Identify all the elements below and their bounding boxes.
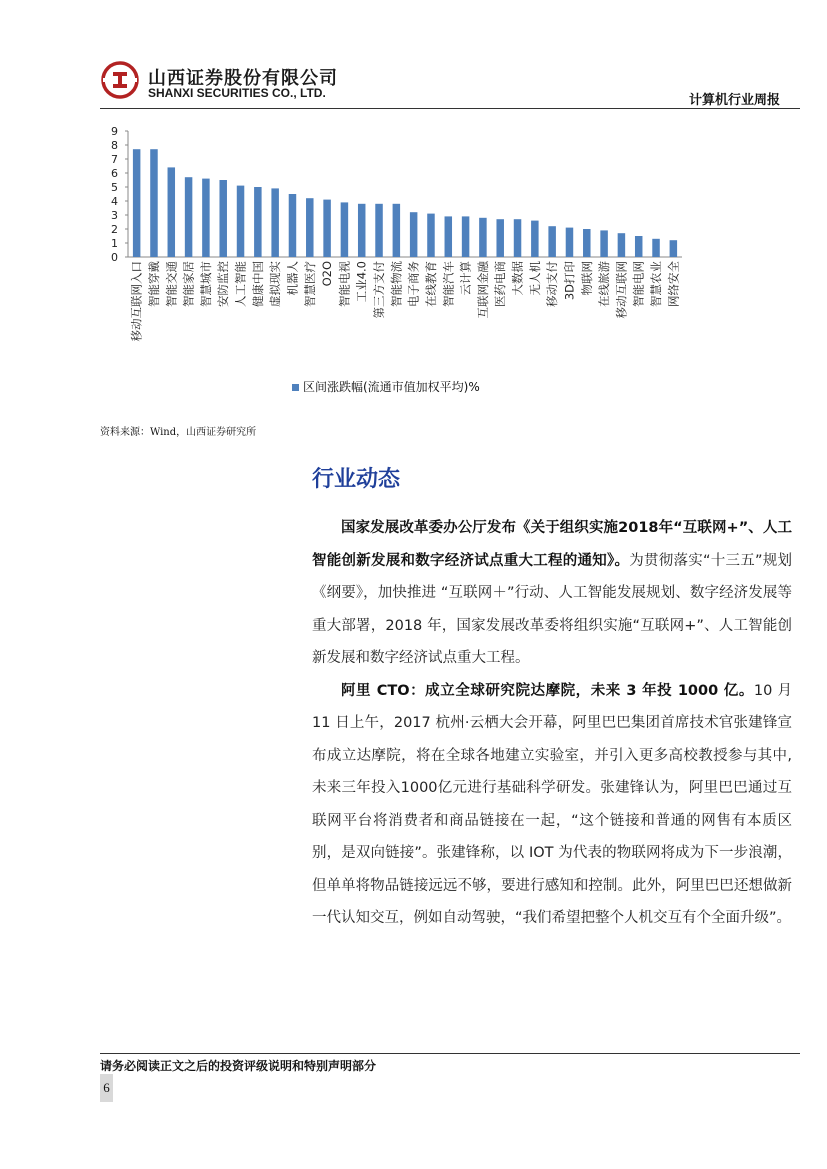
bar (600, 230, 608, 257)
category-label: 医药电商 (493, 261, 508, 307)
article-headline-2: 阿里 CTO：成立全球研究院达摩院，未来 3 年投 1000 亿。 (341, 682, 754, 699)
category-label: 健康中国 (250, 261, 265, 307)
category-label: 智能穿戴 (146, 261, 161, 307)
category-label: 第三方支付 (372, 261, 387, 319)
bar (168, 167, 176, 257)
bar (254, 187, 262, 257)
category-label: O2O (320, 261, 335, 287)
bar (652, 239, 660, 257)
bar (271, 188, 279, 257)
bar (479, 218, 487, 257)
bar (496, 219, 504, 257)
legend-label: 区间涨跌幅(流通市值加权平均)% (303, 380, 480, 394)
bar (635, 236, 643, 257)
company-name-en: SHANXI SECURITIES CO., LTD. (148, 86, 326, 100)
bar (341, 202, 349, 257)
chart-source: 资料来源：Wind，山西证券研究所 (100, 427, 257, 438)
shanxi-securities-logo-icon (100, 60, 140, 100)
category-label: 3D打印 (562, 261, 577, 301)
category-label: 在线旅游 (597, 261, 612, 307)
bar (618, 233, 626, 257)
bar (393, 204, 401, 257)
category-label: 智能物流 (389, 261, 404, 307)
article-text-2: 10 月 11 日上午，2017 杭州·云栖大会开幕，阿里巴巴集团首席技术官张建锋宣布成立达摩院，将在全球各地建立实验室，并引入更多高校教授参与其中,未来三年投入1000亿元进行基础科学研发。张建锋认为，阿里巴巴通过互联网平台将消费者和商品链接在一起，“这个链接和普通的网售有本质区别，是双向链接”。张建锋称，以 IOT 为代表的物联网将成为下一步浪潮，但单单将物品链接远远不够，要进行感知和控制。此外，阿里巴巴还想做新一代认知交互，例如自动驾驶，“我们希望把整个人机交互有个全面升级”。 (312, 682, 793, 926)
company-name-cn: 山西证券股份有限公司 (148, 68, 338, 89)
bar (566, 228, 574, 257)
header-divider (100, 108, 800, 109)
category-label: 智能电网 (631, 261, 646, 307)
bar (150, 149, 158, 257)
y-tick-label: 7 (111, 153, 118, 166)
category-label: 在线教育 (423, 261, 438, 307)
y-tick-label: 8 (111, 139, 118, 152)
y-tick-label: 4 (111, 195, 118, 208)
report-type-label: 计算机行业周报 (688, 93, 780, 108)
bar (427, 214, 435, 257)
article-headline-1: 国家发展改革委办公厅发布《关于组织实施2018年“互联网+”、人工智能创新发展和数字经济试点重大工程的通知》。 (312, 520, 792, 569)
y-tick-label: 0 (111, 251, 118, 264)
bar (133, 149, 141, 257)
category-label: 电子商务 (406, 261, 421, 307)
bar (358, 204, 366, 257)
bar (462, 216, 470, 257)
y-tick-label: 3 (111, 209, 118, 222)
y-tick-label: 9 (111, 125, 118, 138)
category-label: 智能家居 (181, 261, 196, 307)
bar (306, 198, 314, 257)
bar (548, 226, 556, 257)
category-label: 移动支付 (545, 261, 560, 307)
category-label: 智能交通 (164, 261, 179, 307)
bar (375, 204, 383, 257)
category-label: 智慧城市 (198, 261, 213, 307)
y-tick-label: 6 (111, 167, 118, 180)
category-label: 互联网金融 (475, 261, 490, 319)
category-label: 虚拟现实 (268, 261, 283, 307)
article-text-1: 为贯彻落实“十三五”规划《纲要》，加快推进 “互联网＋”行动、人工智能发展规划、数字经济发展等重大部署，2018 年，国家发展改革委将组织实施“互联网+”、人工智能创新发展和数字经济试点重大工程。 (312, 552, 792, 666)
bar (202, 179, 210, 257)
category-label: 智慧农业 (649, 261, 664, 307)
bar (670, 240, 678, 257)
category-label: 工业4.0 (354, 261, 369, 303)
y-tick-label: 5 (111, 181, 118, 194)
footer-disclaimer: 请务必阅读正文之后的投资评级说明和特别声明部分 (100, 1059, 377, 1073)
bar (531, 221, 539, 257)
y-tick-label: 1 (111, 237, 118, 250)
category-label: 大数据 (510, 261, 525, 296)
category-label: 机器人 (285, 261, 300, 296)
bar (219, 180, 227, 257)
article-paragraph-1 (312, 512, 792, 675)
page-number: 6 (100, 1074, 113, 1102)
article-body (312, 512, 792, 935)
category-label: 安防监控 (216, 261, 231, 307)
bar (583, 229, 591, 257)
category-label: 云计算 (458, 261, 473, 296)
footer-divider (100, 1053, 800, 1054)
bar (323, 200, 331, 257)
bar (185, 177, 193, 257)
category-label: 移动互联网 (614, 261, 629, 319)
bar (410, 212, 418, 257)
category-label: 智慧医疗 (302, 261, 317, 307)
bar (445, 216, 453, 257)
category-label: 物联网 (579, 261, 594, 296)
y-tick-label: 2 (111, 223, 118, 236)
category-label: 移动互联网入口 (129, 261, 144, 342)
legend-swatch (292, 384, 299, 391)
bar (289, 194, 297, 257)
category-label: 智能电视 (337, 261, 352, 307)
bar (237, 186, 245, 257)
category-label: 网络安全 (666, 261, 681, 307)
article-paragraph-2 (312, 675, 792, 935)
bar-chart (100, 118, 690, 370)
category-label: 无人机 (527, 261, 542, 296)
section-title: 行业动态 (312, 467, 401, 492)
bar (514, 219, 522, 257)
category-label: 人工智能 (233, 261, 248, 307)
chart-legend (292, 378, 480, 395)
category-label: 智能汽车 (441, 261, 456, 307)
